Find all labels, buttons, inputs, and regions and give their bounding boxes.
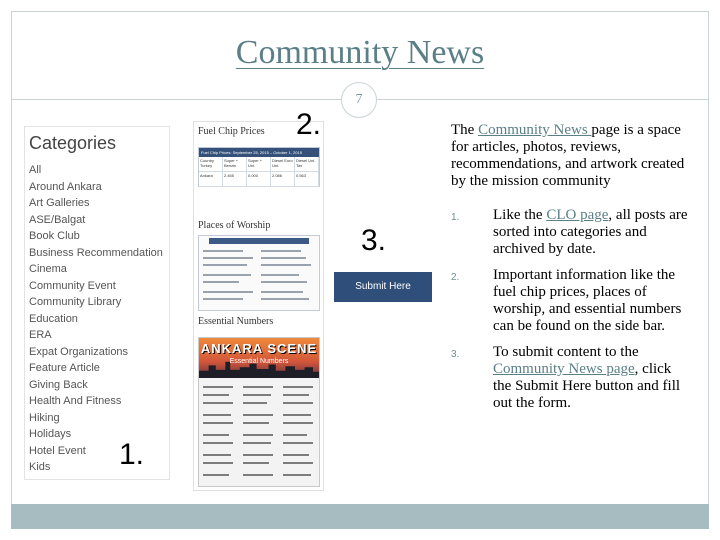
text-line [203, 281, 239, 283]
text-line [261, 274, 299, 276]
fuel-table-header: Fuel Chip Prices: September 25, 2015 – October 1, 2015 [199, 148, 319, 157]
sidebar-screenshot [193, 121, 324, 491]
places-of-worship-heading: Places of Worship [198, 220, 271, 231]
categories-panel [24, 126, 170, 480]
category-item[interactable]: Community Event [29, 279, 116, 292]
step-text: To submit content to the [493, 344, 639, 360]
fuel-chip-heading: Fuel Chip Prices [198, 126, 265, 137]
category-item[interactable]: Business Recommendation [29, 246, 163, 259]
fuel-cell: 2.455 [223, 172, 247, 186]
step-item [451, 267, 691, 335]
text-line [243, 442, 271, 444]
category-item[interactable]: Book Club [29, 230, 80, 242]
category-item[interactable]: Health And Fitness [29, 395, 122, 407]
submit-here-button[interactable]: Submit Here [334, 272, 432, 302]
community-news-link[interactable]: Community News [478, 122, 592, 138]
text-line [243, 422, 269, 424]
category-item[interactable]: Around Ankara [29, 180, 102, 193]
text-line [283, 422, 313, 424]
text-line [261, 250, 301, 252]
fuel-table-row [199, 172, 319, 187]
clo-page-link[interactable]: CLO page [546, 207, 609, 223]
text-line [203, 414, 231, 416]
fuel-table-row [199, 157, 319, 172]
category-item[interactable]: Expat Organizations [29, 345, 129, 358]
text-line [261, 257, 306, 259]
text-line [261, 291, 303, 293]
text-line [203, 386, 233, 388]
worship-header-bar [209, 238, 309, 244]
category-item[interactable]: Cinema [29, 263, 67, 275]
text-line [203, 474, 229, 476]
text-line [203, 422, 233, 424]
category-item[interactable]: Community Library [29, 296, 122, 308]
fuel-cell: Ankara [199, 172, 223, 186]
step-number: 3. [451, 349, 460, 360]
text-line [203, 454, 231, 456]
text-line [261, 281, 307, 283]
essential-numbers-heading: Essential Numbers [198, 316, 274, 327]
fuel-cell: Super + Benzin [223, 157, 247, 171]
text-line [283, 474, 311, 476]
step-item [451, 207, 691, 258]
essential-numbers-subtitle: Essential Numbers [229, 358, 289, 365]
category-item[interactable]: Feature Article [29, 362, 100, 374]
text-line [203, 298, 243, 300]
step-text: Important information like the fuel chip prices, places of worship, and essential numbers can be found on the side bar. [493, 267, 682, 334]
text-line [203, 291, 253, 293]
step-number: 1. [451, 212, 460, 223]
step-number: 2. [451, 272, 460, 283]
title-rule-right [377, 99, 709, 100]
category-item[interactable]: ERA [29, 329, 52, 341]
category-item[interactable]: Giving Back [29, 378, 88, 391]
step-item [451, 344, 691, 412]
text-line [283, 434, 307, 436]
fuel-chip-table [198, 147, 320, 187]
text-line [243, 474, 273, 476]
text-line [261, 298, 309, 300]
text-line [203, 442, 233, 444]
text-line [261, 264, 311, 266]
steps-list [451, 207, 691, 412]
categories-list [29, 162, 163, 476]
intro-paragraph [451, 122, 691, 190]
text-line [203, 264, 247, 266]
fuel-cell: 2.086 [271, 172, 295, 186]
step-text: , click the Submit Here button and fill out the form. [493, 361, 681, 411]
text-line [283, 414, 311, 416]
slide-title[interactable]: Community News [235, 34, 485, 71]
fuel-cell: Diesel Euro Unl. [271, 157, 295, 171]
category-item[interactable]: Holidays [29, 428, 72, 440]
categories-heading: Categories [29, 133, 117, 153]
fuel-cell: 0.000 [247, 172, 271, 186]
category-item[interactable]: Education [29, 312, 78, 325]
fuel-cell: Super + Unl. [247, 157, 271, 171]
fuel-cell: Diesel Unl. Tax [295, 157, 319, 171]
essential-numbers-thumbnail[interactable] [198, 337, 320, 487]
text-line [203, 257, 253, 259]
text-line [243, 434, 273, 436]
bottom-bar [11, 504, 709, 529]
text-line [203, 250, 243, 252]
category-item[interactable]: Art Galleries [29, 197, 90, 209]
marker-two: 2. [296, 108, 322, 141]
title-rule-left [11, 99, 341, 100]
category-item[interactable]: All [29, 164, 42, 176]
marker-three: 3. [361, 224, 387, 257]
intro-text: page is a space for articles, photos, reviews, recommendations, and artwork created by the mission community [451, 122, 685, 189]
text-line [203, 394, 229, 396]
category-item[interactable]: Hotel Event [29, 444, 86, 457]
text-line [283, 394, 309, 396]
text-line [283, 454, 309, 456]
ankara-scene-logo: ANKARA SCENE [200, 341, 318, 356]
category-item[interactable]: Kids [29, 461, 51, 473]
step-text: , all posts are sorted into categories and archived by date. [493, 207, 688, 257]
marker-one: 1. [119, 438, 145, 471]
text-line [283, 386, 313, 388]
text-line [243, 402, 267, 404]
text-line [203, 434, 229, 436]
text-line [243, 414, 273, 416]
category-item[interactable]: Hiking [29, 411, 60, 424]
text-line [203, 402, 233, 404]
fuel-cell: 0.563 [295, 172, 319, 186]
places-of-worship-thumbnail[interactable] [198, 235, 320, 311]
text-line [283, 442, 313, 444]
text-line [243, 394, 271, 396]
text-line [243, 462, 269, 464]
step-text: Like the [493, 207, 547, 223]
text-line [283, 402, 313, 404]
fuel-cell: Country Turkey [199, 157, 223, 171]
category-item[interactable]: ASE/Balgat [29, 213, 86, 226]
community-news-page-link[interactable]: Community News page [493, 361, 635, 377]
text-line [203, 462, 233, 464]
intro-text: The [451, 122, 479, 138]
text-line [243, 454, 273, 456]
slide-number-badge: 7 [341, 82, 377, 118]
text-line [203, 274, 251, 276]
text-line [243, 386, 273, 388]
text-line [283, 462, 313, 464]
